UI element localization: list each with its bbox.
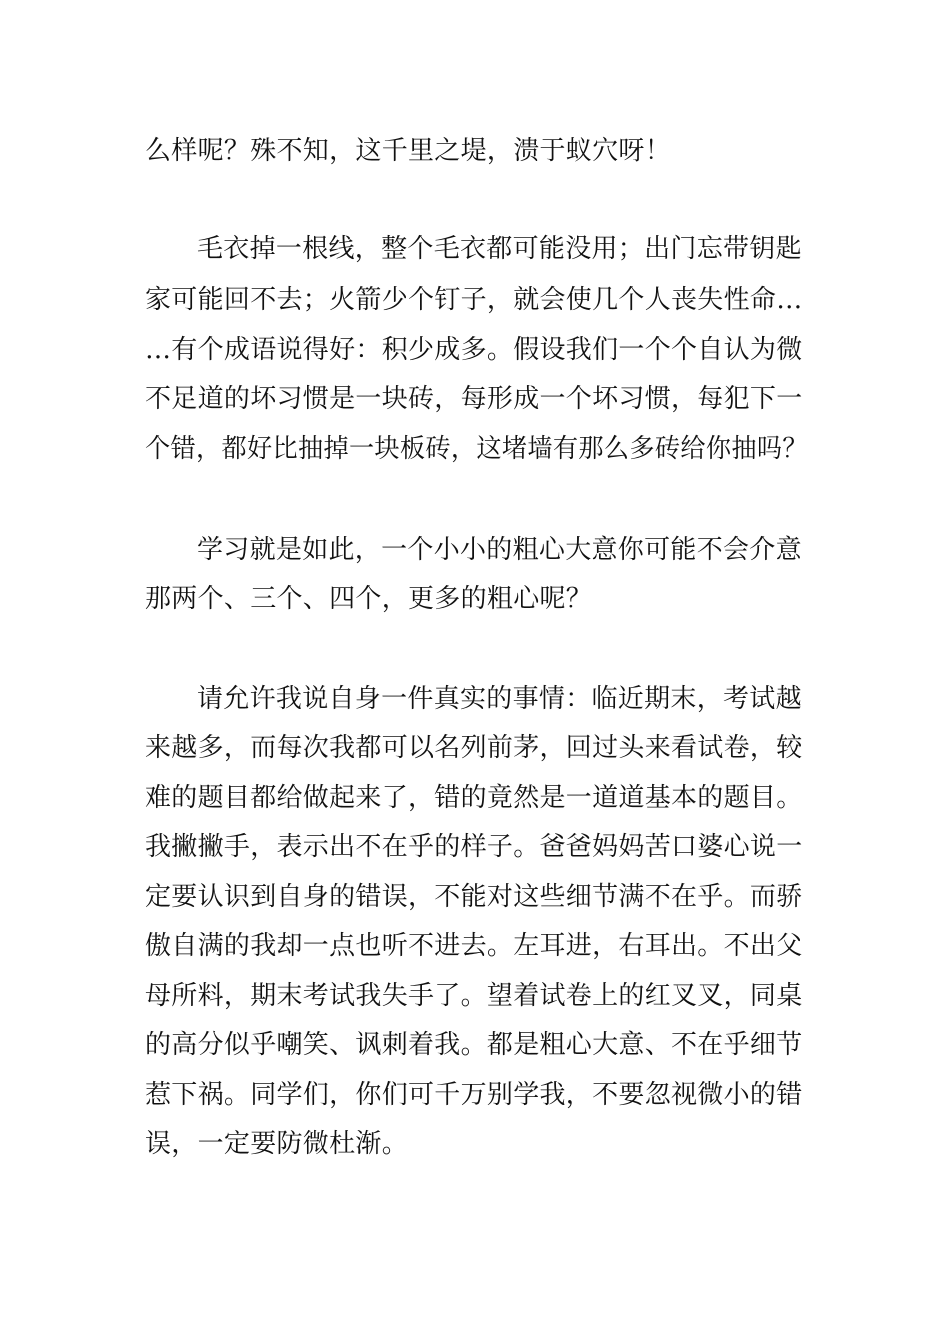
text-line: 那两个、三个、四个，更多的粗心呢？	[145, 584, 593, 614]
text-line: 不足道的坏习惯是一块砖，每形成一个坏习惯，每犯下一	[145, 384, 803, 414]
text-line: 母所料，期末考试我失手了。望着试卷上的红叉叉，同桌	[145, 981, 803, 1011]
text-line: 么样呢？殊不知，这千里之堤，溃于蚁穴呀！	[145, 136, 672, 166]
text-line: 定要认识到自身的错误，不能对这些细节满不在乎。而骄	[145, 882, 803, 912]
text-line: …有个成语说得好：积少成多。假设我们一个个自认为微	[145, 335, 803, 365]
text-line: 误，一定要防微杜渐。	[145, 1129, 409, 1159]
text-line: 请允许我说自身一件真实的事情：临近期末，考试越	[197, 684, 802, 714]
text-line: 的高分似乎嘲笑、讽刺着我。都是粗心大意、不在乎细节	[145, 1030, 803, 1060]
text-line: 家可能回不去；火箭少个钉子，就会使几个人丧失性命…	[145, 285, 803, 315]
text-line: 个错，都好比抽掉一块板砖，这堵墙有那么多砖给你抽吗？	[145, 434, 808, 464]
text-line: 来越多，而每次我都可以名列前茅，回过头来看试卷，较	[145, 733, 803, 763]
text-line: 学习就是如此，一个小小的粗心大意你可能不会介意	[197, 535, 802, 565]
text-line: 我撇撇手，表示出不在乎的样子。爸爸妈妈苦口婆心说一	[145, 832, 803, 862]
text-line: 傲自满的我却一点也听不进去。左耳进，右耳出。不出父	[145, 931, 803, 961]
text-line: 难的题目都给做起来了，错的竟然是一道道基本的题目。	[145, 783, 803, 813]
text-line: 惹下祸。同学们，你们可千万别学我，不要忽视微小的错	[145, 1080, 803, 1110]
text-line: 毛衣掉一根线，整个毛衣都可能没用；出门忘带钥匙	[197, 234, 802, 264]
